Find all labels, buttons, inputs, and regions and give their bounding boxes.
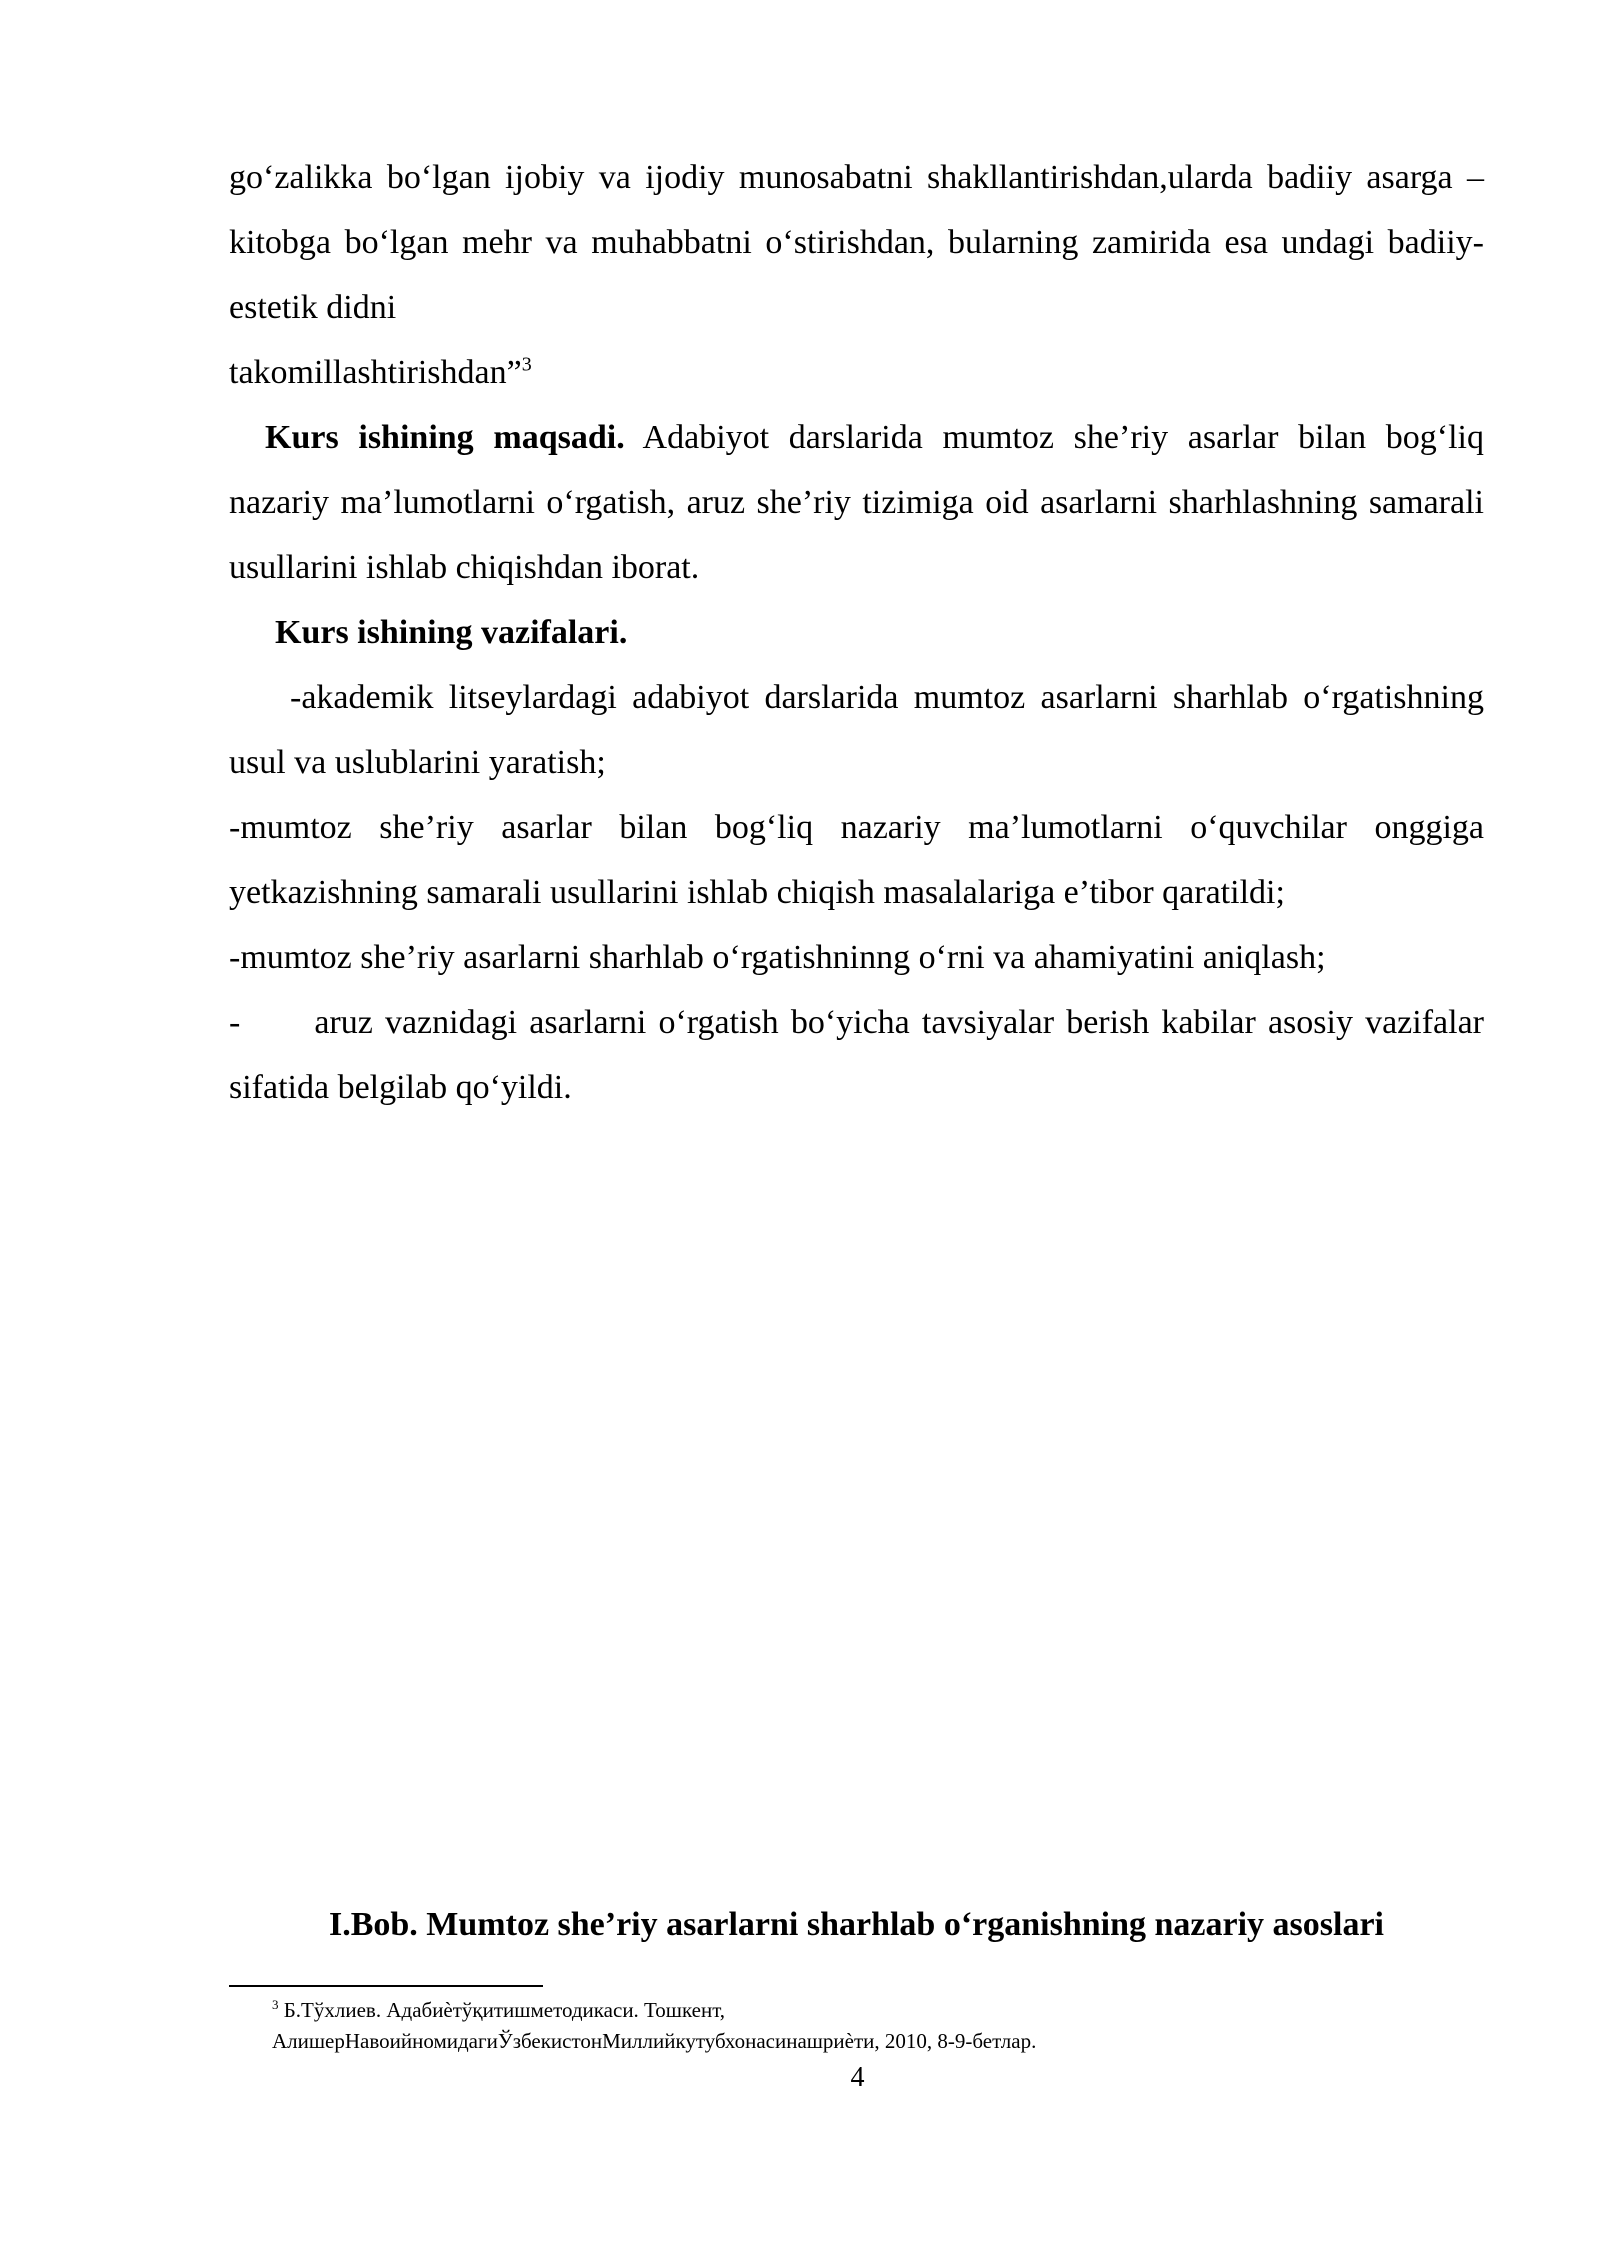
footnote-separator [229, 1985, 543, 1987]
task-item-3 [229, 925, 1484, 990]
task-item-dash: - [229, 1004, 241, 1041]
goal-text: Adabiyot darslarida mumtoz she’riy asarlar bilan bog‘liq nazariy ma’lumotlarni o‘rgatish, aruz she’riy tizimiga oid asarlarni sharhlashning samarali usullarini ishlab chiqishdan iborat. [229, 419, 1485, 586]
body-text [229, 145, 1484, 1120]
footnote-text: АлишерНавоийномидагиЎзбекистонМиллийкутубхонасинашриѐти, 2010, 8-9-бетлар. [272, 2029, 1037, 2053]
footnote-reference[interactable]: 3 [521, 353, 532, 376]
intro-paragraph [229, 145, 1484, 340]
task-item-text: -mumtoz she’riy asarlar bilan bog‘liq nazariy ma’lumotlarni o‘quvchilar onggiga yetkazishning samarali usullarini ishlab chiqish masalalariga e’tibor qaratildi; [229, 809, 1484, 911]
task-item-text: -akademik litseylardagi adabiyot darslarida mumtoz asarlarni sharhlab o‘rgatishning usul va uslublarini yaratish; [229, 679, 1484, 781]
footnote [272, 1995, 1472, 2057]
goal-paragraph [229, 405, 1484, 600]
intro-text-end: takomillashtirishdan” [229, 354, 522, 391]
tasks-heading-paragraph [229, 600, 1484, 665]
footnote-text: Б.Тўхлиев. Адабиѐтўқитишметодикаси. Тошкент, [278, 1998, 726, 2022]
task-item-2 [229, 795, 1484, 925]
footnote-line-2 [272, 2026, 1472, 2057]
task-item-text: -mumtoz she’riy asarlarni sharhlab o‘rgatishninng o‘rni va ahamiyatini aniqlash; [229, 939, 1326, 976]
intro-text: go‘zalikka bo‘lgan ijobiy va ijodiy munosabatni shakllantirishdan,ularda badiiy asarga – kitobga bo‘lgan mehr va muhabbatni o‘stirishdan, bularning zamirida esa undagi badiiy-estetik didni [229, 159, 1484, 326]
task-item-text: aruz vaznidagi asarlarni o‘rgatish bo‘yicha tavsiyalar berish kabilar asosiy vazifalar sifatida belgilab qo‘yildi. [229, 1004, 1484, 1106]
task-item-4 [229, 990, 1484, 1120]
intro-continuation [229, 340, 1484, 405]
tasks-heading: Kurs ishining vazifalari. [275, 614, 628, 651]
footnote-line-1 [272, 1995, 1472, 2026]
chapter-heading: I.Bob. Mumtoz she’riy asarlarni sharhlab o‘rganishning nazariy asoslari [328, 1906, 1384, 1943]
footnote-number: 3 [272, 1997, 279, 2012]
task-item-1 [229, 665, 1484, 795]
goal-heading: Kurs ishining maqsadi. [265, 419, 625, 456]
page-number: 4 [850, 2062, 865, 2093]
